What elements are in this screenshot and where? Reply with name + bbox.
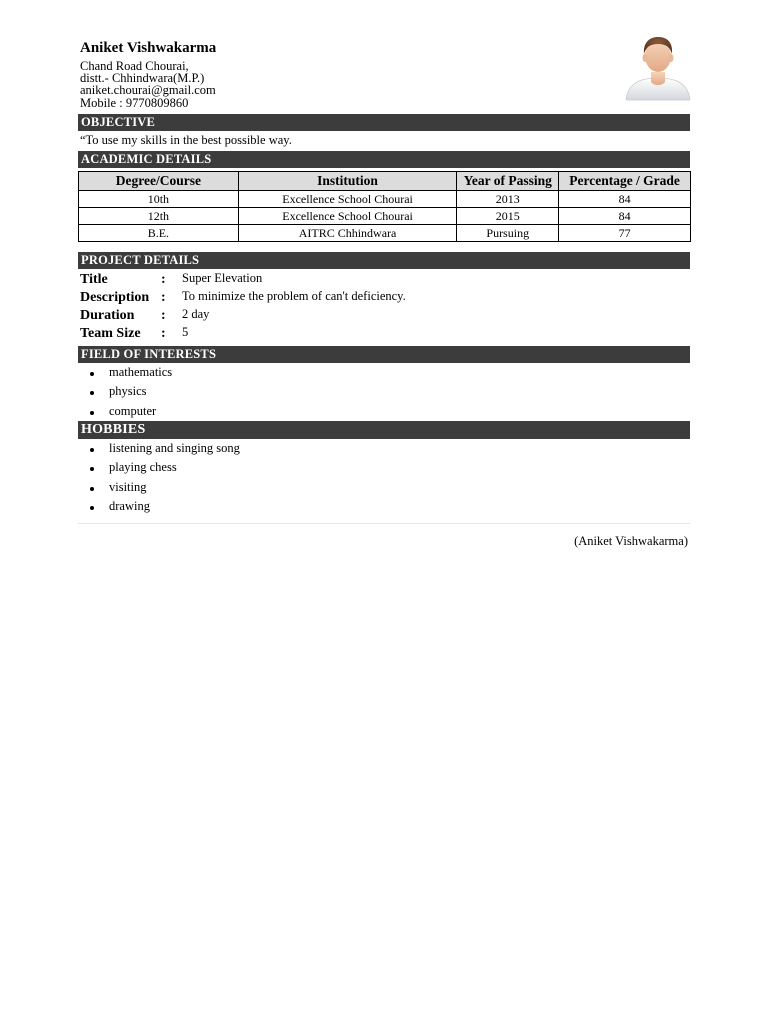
list-item bbox=[80, 439, 240, 458]
field-colon: : bbox=[161, 290, 166, 305]
field-value: 5 bbox=[182, 325, 189, 339]
list-item-text: visiting bbox=[109, 479, 147, 494]
column-header: Degree/Course bbox=[79, 172, 239, 191]
list-item bbox=[80, 382, 172, 401]
field-colon: : bbox=[161, 308, 166, 323]
bullet-icon bbox=[90, 372, 94, 376]
list-item-text: physics bbox=[109, 384, 147, 399]
academic-table bbox=[78, 171, 691, 242]
list-item-text: computer bbox=[109, 403, 157, 418]
address-line-1: Chand Road Chourai, bbox=[80, 59, 189, 73]
table-cell: B.E. bbox=[79, 225, 239, 242]
list-item bbox=[80, 363, 172, 382]
table-header-row bbox=[79, 172, 691, 191]
table-row bbox=[79, 191, 691, 208]
list-item-text: listening and singing song bbox=[109, 441, 240, 455]
objective-text: “To use my skills in the best possible way. bbox=[80, 133, 292, 147]
list-item-text: drawing bbox=[109, 498, 150, 513]
bullet-icon bbox=[90, 467, 94, 471]
table-cell: 84 bbox=[559, 191, 691, 208]
field-value: 2 day bbox=[182, 307, 210, 321]
column-header: Percentage / Grade bbox=[559, 172, 691, 191]
table-row bbox=[79, 208, 691, 225]
table-cell: 10th bbox=[79, 191, 239, 208]
section-header-interests: FIELD OF INTERESTS bbox=[78, 346, 690, 363]
interests-list bbox=[80, 363, 172, 421]
table-cell: 84 bbox=[559, 208, 691, 225]
table-cell: 12th bbox=[79, 208, 239, 225]
list-item bbox=[80, 478, 240, 497]
list-item bbox=[80, 402, 172, 421]
field-value: Super Elevation bbox=[182, 271, 263, 285]
hobbies-list bbox=[80, 439, 240, 516]
section-header-academic: ACADEMIC DETAILS bbox=[78, 151, 690, 168]
signature: (Aniket Vishwakarma) bbox=[574, 534, 688, 548]
list-item bbox=[80, 497, 240, 516]
table-cell: Excellence School Chourai bbox=[238, 191, 457, 208]
field-label: Duration bbox=[80, 308, 135, 323]
table-cell: Pursuing bbox=[457, 225, 559, 242]
field-value: To minimize the problem of can't deficiency. bbox=[182, 289, 406, 303]
table-cell: AITRC Chhindwara bbox=[238, 225, 457, 242]
section-header-hobbies: HOBBIES bbox=[78, 421, 690, 439]
divider bbox=[78, 523, 690, 524]
email-text: aniket.chourai@gmail.com bbox=[80, 83, 216, 98]
table-cell: Excellence School Chourai bbox=[238, 208, 457, 225]
mobile-text: Mobile : 9770809860 bbox=[80, 95, 189, 110]
field-label: Title bbox=[80, 272, 108, 287]
column-header: Institution bbox=[238, 172, 457, 191]
field-colon: : bbox=[161, 326, 166, 341]
section-header-objective: OBJECTIVE bbox=[78, 114, 690, 131]
list-item bbox=[80, 458, 240, 477]
section-header-project: PROJECT DETAILS bbox=[78, 252, 690, 269]
contact-block bbox=[80, 60, 216, 109]
table-cell: 2015 bbox=[457, 208, 559, 225]
field-colon: : bbox=[161, 272, 166, 287]
table-cell: 77 bbox=[559, 225, 691, 242]
candidate-name: Aniket Vishwakarma bbox=[80, 40, 217, 56]
bullet-icon bbox=[90, 506, 94, 510]
bullet-icon bbox=[90, 411, 94, 415]
bullet-icon bbox=[90, 448, 94, 452]
list-item-text: playing chess bbox=[109, 460, 177, 475]
field-label: Team Size bbox=[80, 326, 141, 341]
address-line-2: distt.- Chhindwara(M.P.) bbox=[80, 71, 205, 86]
table-row bbox=[79, 225, 691, 242]
column-header: Year of Passing bbox=[457, 172, 559, 191]
bullet-icon bbox=[90, 487, 94, 491]
list-item-text: mathematics bbox=[109, 365, 173, 379]
user-avatar-icon bbox=[622, 32, 694, 102]
table-cell: 2013 bbox=[457, 191, 559, 208]
bullet-icon bbox=[90, 391, 94, 395]
field-label: Description bbox=[80, 290, 150, 305]
